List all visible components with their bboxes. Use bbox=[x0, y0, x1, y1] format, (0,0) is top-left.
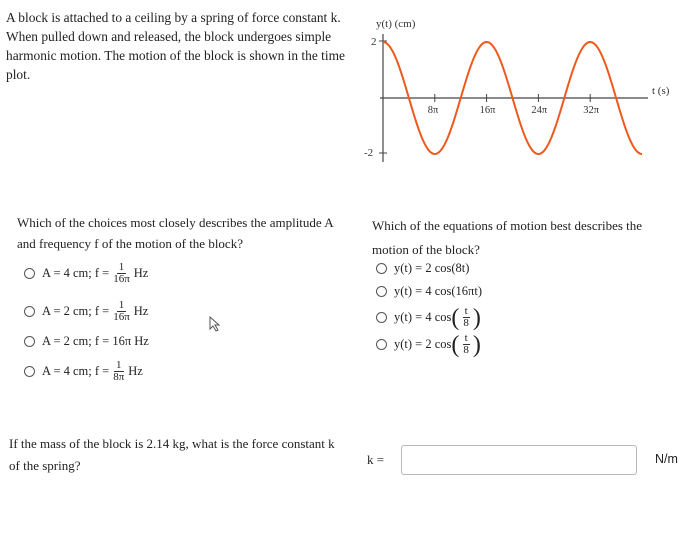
q1-option-4[interactable] bbox=[24, 360, 143, 383]
mouse-cursor-icon bbox=[208, 316, 222, 332]
question-2 bbox=[372, 214, 672, 262]
question-1 bbox=[17, 212, 337, 254]
fraction bbox=[111, 300, 132, 323]
denominator: 16π bbox=[113, 273, 130, 285]
q2-option-4[interactable] bbox=[376, 333, 481, 356]
denominator: 16π bbox=[113, 311, 130, 323]
question-1-prompt: Which of the choices most closely describes the amplitude A and frequency f of the motion of the block? bbox=[17, 215, 333, 251]
k-label: k = bbox=[367, 452, 385, 467]
numerator: t bbox=[464, 305, 468, 317]
denominator: 8π bbox=[113, 371, 125, 383]
option-lhs: A = 4 cm; f = bbox=[42, 364, 110, 378]
option-unit: Hz bbox=[128, 364, 143, 378]
option-lhs: y(t) = 4 cos bbox=[394, 310, 452, 324]
k-answer-input[interactable] bbox=[401, 445, 637, 475]
radio-button[interactable] bbox=[376, 263, 387, 274]
x-tick-label: 32π bbox=[583, 105, 600, 116]
q1-option-2[interactable] bbox=[24, 300, 148, 323]
numerator: 1 bbox=[118, 261, 125, 273]
y-axis-label: y(t) (cm) bbox=[376, 18, 416, 30]
x-tick-label: 16π bbox=[479, 105, 496, 116]
numerator: 1 bbox=[118, 299, 125, 311]
option-unit: Hz bbox=[133, 266, 149, 280]
left-paren: ( bbox=[451, 331, 460, 358]
left-paren: ( bbox=[451, 304, 460, 331]
question-3 bbox=[9, 433, 339, 477]
radio-button[interactable] bbox=[376, 339, 387, 350]
x-tick-label: 24π bbox=[531, 105, 548, 116]
denominator: 8 bbox=[463, 317, 469, 329]
x-tick-label: 8π bbox=[427, 105, 439, 116]
denominator: 8 bbox=[463, 344, 469, 356]
q1-option-1[interactable] bbox=[24, 262, 148, 285]
fraction bbox=[461, 306, 471, 329]
y-tick-label-bottom: -2 bbox=[364, 147, 374, 159]
option-lhs: A = 2 cm; f = bbox=[42, 304, 110, 318]
intro-text: A block is attached to a ceiling by a spring of force constant k. When pulled down and released, the block undergoes simple harmonic motion. The motion of the block is shown in the time plot. bbox=[6, 10, 345, 82]
q2-option-1[interactable] bbox=[376, 261, 469, 276]
radio-button[interactable] bbox=[376, 286, 387, 297]
radio-button[interactable] bbox=[376, 312, 387, 323]
y-tick-label-top: 2 bbox=[371, 36, 377, 48]
fraction bbox=[111, 360, 126, 383]
time-plot bbox=[350, 12, 695, 172]
q2-option-3[interactable] bbox=[376, 306, 481, 329]
option-lhs: y(t) = 2 cos bbox=[394, 337, 452, 351]
unit-label: N/m bbox=[655, 452, 678, 466]
right-paren: ) bbox=[472, 304, 481, 331]
fraction bbox=[461, 333, 471, 356]
right-paren: ) bbox=[472, 331, 481, 358]
q1-option-3[interactable] bbox=[24, 334, 149, 349]
numerator: 1 bbox=[116, 359, 122, 371]
option-text: y(t) = 2 cos(8t) bbox=[394, 261, 470, 275]
radio-button[interactable] bbox=[24, 306, 35, 317]
option-text: y(t) = 4 cos(16πt) bbox=[394, 284, 482, 298]
fraction bbox=[111, 262, 132, 285]
radio-button[interactable] bbox=[24, 268, 35, 279]
option-unit: Hz bbox=[133, 304, 149, 318]
radio-button[interactable] bbox=[24, 366, 35, 377]
numerator: t bbox=[464, 332, 468, 344]
question-3-prompt: If the mass of the block is 2.14 kg, what is the force constant k of the spring? bbox=[9, 436, 335, 473]
option-text: A = 2 cm; f = 16π Hz bbox=[42, 334, 149, 348]
x-axis-label: t (s) bbox=[652, 85, 670, 97]
option-lhs: A = 4 cm; f = bbox=[42, 266, 110, 280]
q2-option-2[interactable] bbox=[376, 284, 482, 299]
radio-button[interactable] bbox=[24, 336, 35, 347]
question-2-prompt: Which of the equations of motion best describes the motion of the block? bbox=[372, 218, 643, 257]
